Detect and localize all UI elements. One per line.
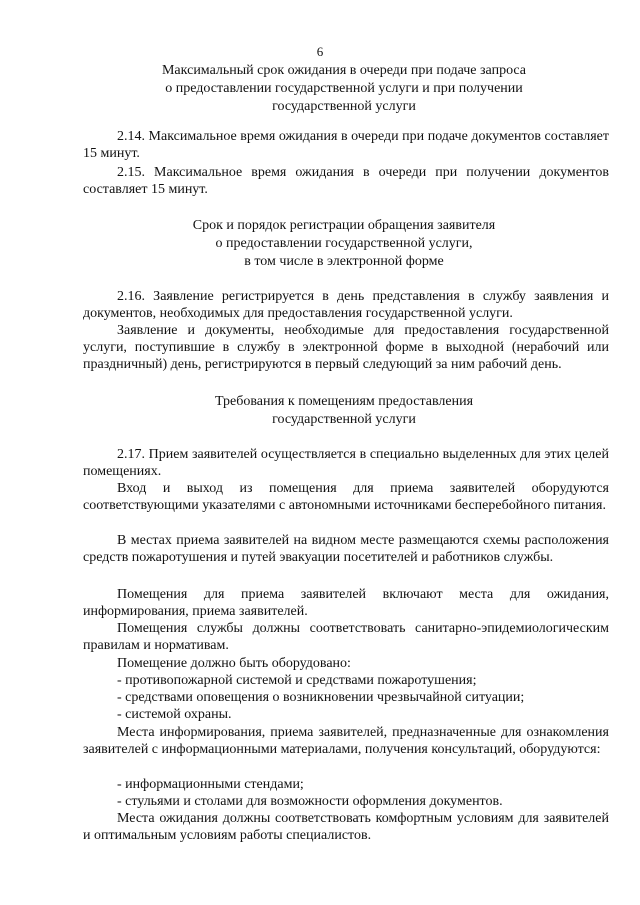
list-item: - информационными стендами; [117, 777, 304, 792]
heading-queue-time [120, 62, 568, 116]
heading-line: государственной услуги [272, 412, 416, 427]
heading-line: государственной услуги [272, 99, 416, 114]
page-number: 6 [316, 44, 324, 59]
paragraph-2-16-electronic: Заявление и документы, необходимые для предоставления государственной услуги, поступившие в службу в электронной форме в выходной (нерабочий или праздничный) день, регистрируются в первый следующий за ним рабочий день. [83, 323, 609, 372]
paragraph-schemes: В местах приема заявителей на видном месте размещаются схемы расположения средств пожаротушения и путей эвакуации посетителей и работников службы. [83, 533, 609, 565]
list-item: - системой охраны. [117, 707, 232, 722]
heading-line: в том числе в электронной форме [244, 254, 444, 269]
paragraph-waiting-places: Места ожидания должны соответствовать комфортным условиям для заявителей и оптимальным условиям работы специалистов. [83, 811, 609, 843]
heading-line: Требования к помещениям предоставления [214, 394, 474, 409]
paragraph-info-places: Места информирования, приема заявителей, предназначенные для ознакомления заявителей с информационными материалами, получения консультаций, оборудуются: [83, 725, 609, 757]
paragraph-entry-exit: Вход и выход из помещения для приема заявителей оборудуются соответствующими указателями с автономными источниками бесперебойного питания. [83, 481, 609, 513]
paragraph-2-15: 2.15. Максимальное время ожидания в очереди при получении документов составляет 15 минут. [83, 165, 609, 197]
heading-line: о предоставлении государственной услуги, [215, 236, 473, 251]
list-item: - противопожарной системой и средствами пожаротушения; [117, 673, 477, 688]
paragraph-2-17: 2.17. Прием заявителей осуществляется в специально выделенных для этих целей помещениях. [83, 447, 609, 479]
heading-premises [120, 393, 568, 429]
heading-line: Максимальный срок ожидания в очереди при подаче запроса [161, 63, 527, 78]
list-item: - стульями и столами для возможности оформления документов. [117, 794, 503, 809]
paragraph-2-14: 2.14. Максимальное время ожидания в очереди при подаче документов составляет 15 минут. [83, 129, 609, 161]
heading-line: о предоставлении государственной услуги и при получении [165, 81, 523, 96]
heading-registration [120, 217, 568, 271]
list-item: - средствами оповещения о возникновении чрезвычайной ситуации; [117, 690, 525, 705]
paragraph-equipped: Помещение должно быть оборудовано: [117, 656, 351, 671]
paragraph-places: Помещения для приема заявителей включают места для ожидания, информирования, приема заявителей. [83, 587, 609, 619]
heading-line: Срок и порядок регистрации обращения заявителя [192, 218, 496, 233]
paragraph-2-16: 2.16. Заявление регистрируется в день представления в службу заявления и документов, необходимых для предоставления государственной услуги. [83, 289, 609, 321]
paragraph-sanitary: Помещения службы должны соответствовать санитарно-эпидемиологическим правилам и нормативам. [83, 621, 609, 653]
